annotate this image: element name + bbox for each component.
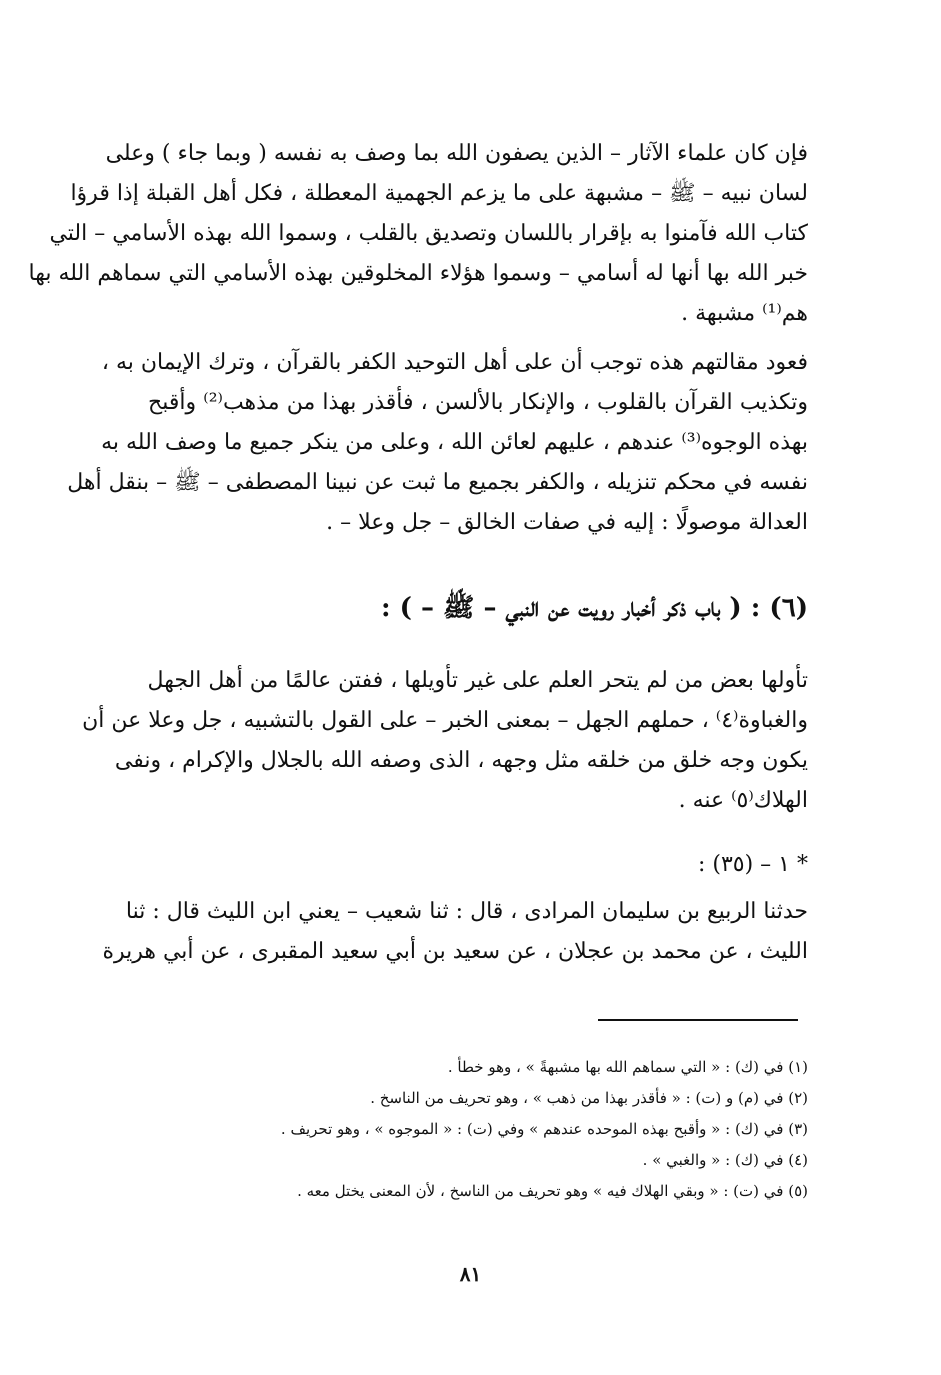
paragraph-line: والغباوة⁽٤⁾ ، حملهم الجهل – بمعنى الخبر – على القول بالتشبيه ، جل وعلا عن أن	[82, 708, 808, 733]
footnote-divider	[598, 1019, 798, 1021]
paragraph-line: بهذه الوجوه⁽³⁾ عندهم ، عليهم لعائن الله ، وعلى من ينكر جميع ما وصف الله به	[101, 430, 808, 455]
paragraph-line: يكون وجه خلق من خلقه مثل وجهه ، الذى وصفه الله بالجلال والإكرام ، ونفى	[114, 748, 808, 773]
hadith-marker	[148, 845, 808, 885]
footnote-item: (٥) في (ت) : « وبقي الهلاك فيه » وهو تحريف من الناسخ ، لأن المعنى يختل معه .	[297, 1182, 808, 1200]
page-number: ٨١	[459, 1262, 482, 1286]
paragraph-line: الليث ، عن محمد بن عجلان ، عن سعيد بن أبي سعيد المقبرى ، عن أبي هريرة	[102, 939, 808, 964]
paragraph-line: حدثنا الربيع بن سليمان المرادى ، قال : ثنا شعيب – يعني ابن الليث قال : ثنا	[125, 899, 808, 924]
paragraph-2	[67, 343, 808, 543]
hadith-marker-text: * ١ – (٣٥) :	[697, 852, 808, 877]
chapter-heading-text: (٦) : ( باب ذكر أخبار رويت عن النبي – ﷺ – ) :	[380, 593, 808, 623]
paragraph-3	[82, 661, 808, 821]
paragraph-1	[28, 134, 808, 334]
footnote-item: (٤) في (ك) : « والغبي » .	[642, 1151, 808, 1169]
paragraph-line: العدالة موصولًا : إليه في صفات الخالق – جل وعلا – .	[326, 510, 808, 535]
paragraph-line: هم⁽¹⁾ مشبهة .	[681, 301, 808, 326]
paragraph-line: نفسه في محكم تنزيله ، والكفر بجميع ما ثبت عن نبينا المصطفى – ﷺ – بنقل أهل	[67, 470, 808, 495]
paragraph-line: وتكذيب القرآن بالقلوب ، والإنكار بالألسن ، فأقذر بهذا من مذهب⁽²⁾ وأقبح	[148, 390, 808, 415]
paragraph-line: الهلاك⁽٥⁾ عنه .	[678, 788, 808, 813]
paragraph-line: خبر الله بها أنها له أسامي – وسموا هؤلاء المخلوقين بهذه الأسامي التي سماهم الله بها	[28, 261, 808, 286]
footnotes	[148, 1052, 808, 1207]
paragraph-line: لسان نبيه – ﷺ – مشبهة على ما يزعم الجهمية المعطلة ، فكل أهل القبلة إذا قرؤا	[70, 181, 808, 206]
paragraph-line: تأولها بعض من لم يتحر العلم على غير تأويلها ، ففتن عالمًا من أهل الجهل	[147, 668, 808, 693]
footnote-item: (٢) في (م) و (ت) : « فأقذر بهذا من ذهب » ، وهو تحريف من الناسخ .	[370, 1089, 808, 1107]
paragraph-line: كتاب الله فآمنوا به بإقرار باللسان وتصديق بالقلب ، وسموا الله بهذه الأسامي – التي	[49, 221, 808, 246]
paragraph-line: فعود مقالتهم هذه توجب أن على أهل التوحيد الكفر بالقرآن ، وترك الإيمان به ،	[101, 350, 808, 375]
footnote-item: (١) في (ك) : « التي سماهم الله بها مشبهةً » ، وهو خطأ .	[447, 1058, 808, 1076]
paragraph-line: فإن كان علماء الآثار – الذين يصفون الله بما وصف به نفسه ( وبما جاء ) وعلى	[105, 141, 808, 166]
chapter-heading	[148, 583, 808, 633]
footnote-item: (٣) في (ك) : « وأقبح بهذه الموحده عندهم » وفي (ت) : « الموجوه » ، وهو تحريف .	[280, 1120, 808, 1138]
paragraph-4	[102, 892, 808, 972]
